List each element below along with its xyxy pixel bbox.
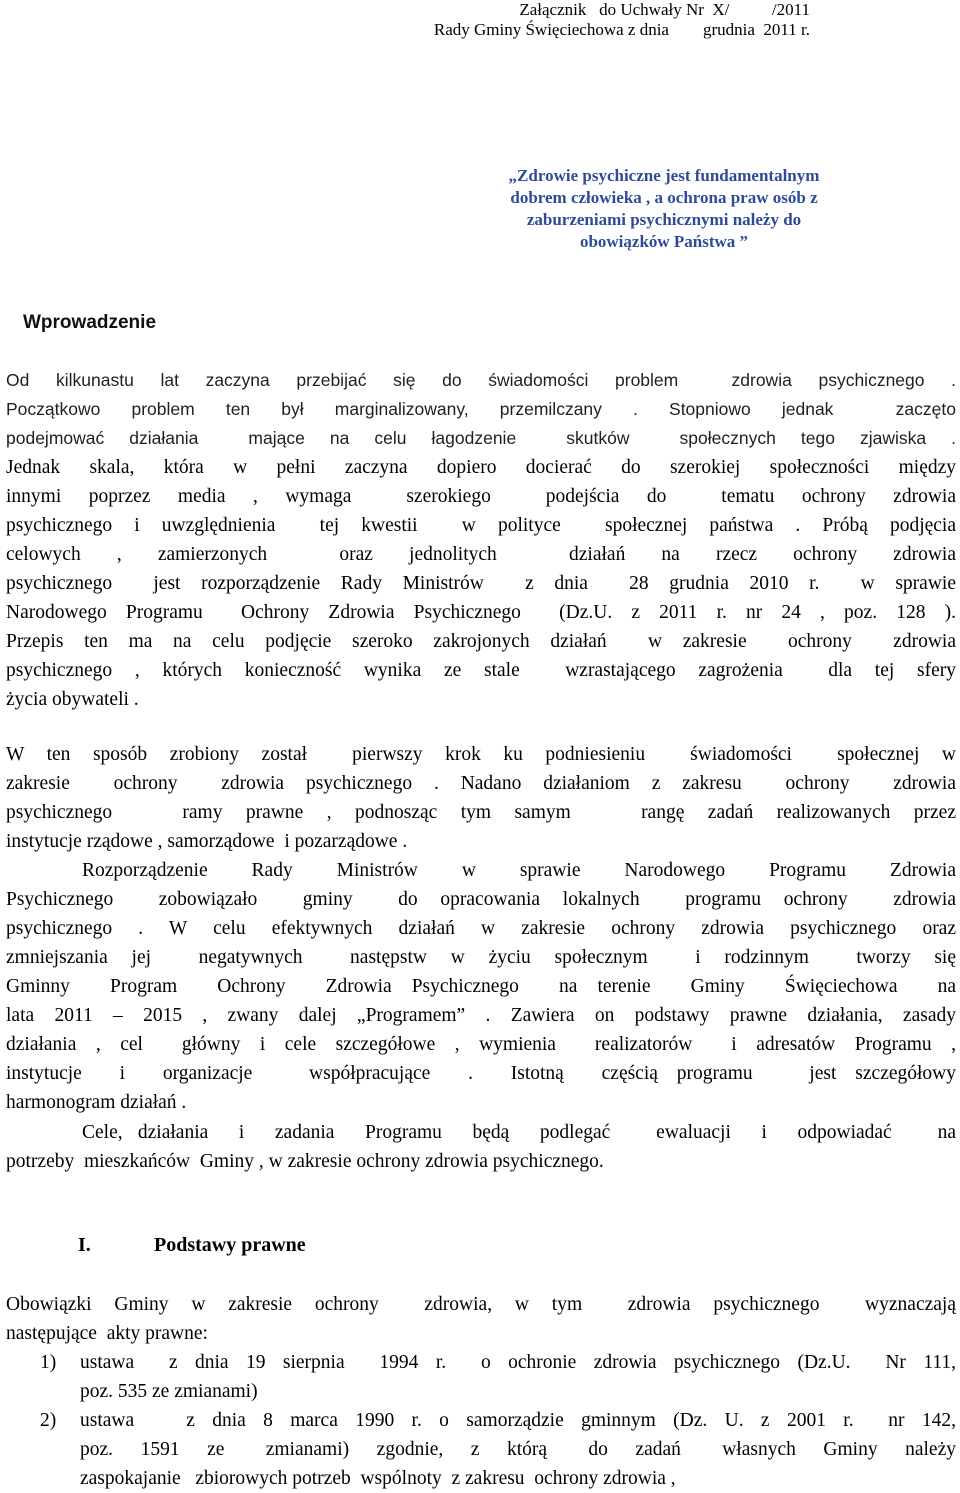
annex-line-2: Rady Gminy Święciechowa z dnia grudnia 2011 r. <box>433 20 810 39</box>
text-line: zmniejszania jej negatywnych następstw w życiu społecznym i rodzinnym tworzy się <box>6 947 956 968</box>
text-line: Narodowego Programu Ochrony Zdrowia Psychicznego (Dz.U. z 2011 r. nr 24 , poz. 128 ). <box>6 602 956 623</box>
text-line: psychicznego . W celu efektywnych działań w zakresie ochrony zdrowia psychicznego oraz <box>6 918 956 939</box>
motto-line: „Zdrowie psychiczne jest fundamentalnym <box>508 166 820 185</box>
text-line: psychicznego , których konieczność wynika ze stale wzrastającego zagrożenia dla tej sfery <box>6 660 956 681</box>
section-number: I. <box>78 1234 91 1256</box>
text-line: Przepis ten ma na celu podjęcie szeroko zakrojonych działań w zakresie ochrony zdrowia <box>6 631 956 652</box>
text-line: zaspokajanie zbiorowych potrzeb wspólnoty z zakresu ochrony zdrowia , <box>80 1468 676 1489</box>
motto-line: dobrem człowieka , a ochrona praw osób z <box>510 188 818 207</box>
list-item <box>6 1406 956 1493</box>
text-line: instytucje rządowe , samorządowe i pozarządowe . <box>6 831 408 852</box>
section-title: Podstawy prawne <box>154 1234 306 1256</box>
list-marker: 2) <box>40 1410 57 1431</box>
text-line: innymi poprzez media , wymaga szerokiego podejścia do tematu ochrony zdrowia <box>6 486 956 507</box>
paragraph-evaluation <box>6 1118 956 1176</box>
paragraph-obligations <box>6 1290 956 1348</box>
annex-line-1: Załącznik do Uchwały Nr X/ /2011 <box>519 0 810 19</box>
text-line: lata 2011 – 2015 , zwany dalej „Programem” . Zawiera on podstawy prawne działania, zasady <box>6 1005 956 1026</box>
text-line: psychicznego ramy prawne , podnosząc tym samym rangę zadań realizowanych przez <box>6 802 956 823</box>
text-line: psychicznego jest rozporządzenie Rady Ministrów z dnia 28 grudnia 2010 r. w sprawie <box>6 573 956 594</box>
text-line: celowych , zamierzonych oraz jednolitych działań na rzecz ochrony zdrowia <box>6 544 956 565</box>
motto-line: obowiązków Państwa ” <box>579 232 749 251</box>
text-line: harmonogram działań . <box>6 1092 187 1113</box>
text-line: poz. 535 ze zmianami) <box>80 1381 258 1402</box>
annex-header <box>434 0 810 40</box>
paragraph-intro <box>6 366 956 714</box>
text-line: Rozporządzenie Rady Ministrów w sprawie Narodowego Programu Zdrowia <box>82 860 956 881</box>
text-line: Cele, działania i zadania Programu będą podlegać ewaluacji i odpowiadać na <box>82 1122 956 1143</box>
motto-quote <box>470 165 858 253</box>
text-line: psychicznego i uwzględnienia tej kwestii w polityce społecznej państwa . Próbą podjęcia <box>6 515 956 536</box>
text-line: poz. 1591 ze zmianami) zgodnie, z którą do zadań własnych Gminy należy <box>80 1439 956 1460</box>
text-line: ustawa z dnia 8 marca 1990 r. o samorządzie gminnym (Dz. U. z 2001 r. nr 142, <box>80 1410 956 1431</box>
paragraph-first-step <box>6 740 956 856</box>
text-line: działania , cel główny i cele szczegółowe , wymienia realizatorów i adresatów Programu , <box>6 1034 956 1055</box>
paragraph-program <box>6 856 956 1117</box>
text-line: Początkowo problem ten był marginalizowany, przemilczany . Stopniowo jednak zaczęto <box>6 399 956 419</box>
text-line: podejmować działania mające na celu łagodzenie skutków społecznych tego zjawiska . <box>6 428 956 448</box>
text-line: potrzeby mieszkańców Gminy , w zakresie ochrony zdrowia psychicznego. <box>6 1151 604 1172</box>
text-line: ustawa z dnia 19 sierpnia 1994 r. o ochronie zdrowia psychicznego (Dz.U. Nr 111, <box>80 1352 956 1373</box>
motto-line: zaburzeniami psychicznymi należy do <box>526 210 802 229</box>
text-line: Jednak skala, która w pełni zaczyna dopiero docierać do szerokiej społeczności między <box>6 457 956 478</box>
list-marker: 1) <box>40 1352 57 1373</box>
text-line: następujące akty prawne: <box>6 1323 208 1344</box>
legal-acts-list <box>6 1348 956 1493</box>
list-item <box>6 1348 956 1406</box>
text-line: życia obywateli . <box>6 689 139 710</box>
intro-heading: Wprowadzenie <box>23 312 157 333</box>
text-line: Psychicznego zobowiązało gminy do opracowania lokalnych programu ochrony zdrowia <box>6 889 956 910</box>
text-line: instytucje i organizacje współpracujące . Istotną częścią programu jest szczegółowy <box>6 1063 956 1084</box>
text-line: W ten sposób zrobiony został pierwszy krok ku podniesieniu świadomości społecznej w <box>6 744 956 765</box>
text-line: Od kilkunastu lat zaczyna przebijać się do świadomości problem zdrowia psychicznego . <box>6 370 956 390</box>
text-line: Obowiązki Gminy w zakresie ochrony zdrowia, w tym zdrowia psychicznego wyznaczają <box>6 1294 956 1315</box>
text-line: zakresie ochrony zdrowia psychicznego . Nadano działaniom z zakresu ochrony zdrowia <box>6 773 956 794</box>
text-line: Gminny Program Ochrony Zdrowia Psychicznego na terenie Gminy Święciechowa na <box>6 976 956 997</box>
section-heading <box>78 1234 306 1257</box>
